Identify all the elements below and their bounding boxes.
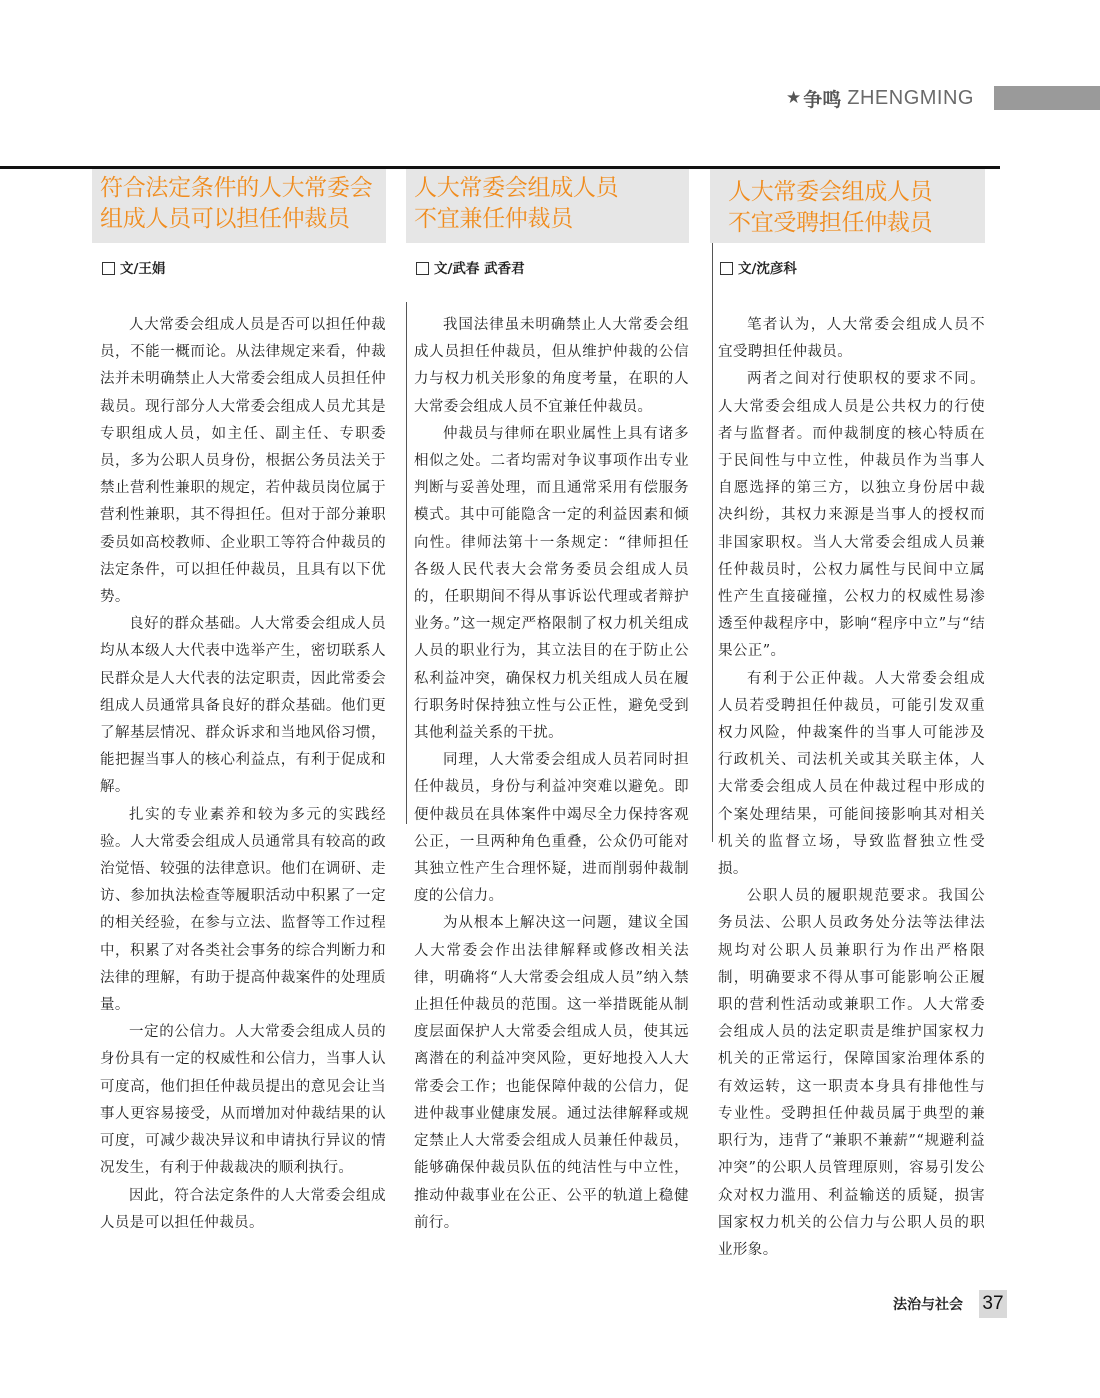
square-icon bbox=[416, 262, 429, 275]
square-icon bbox=[720, 262, 733, 275]
title-line: 符合法定条件的人大常委会 bbox=[100, 175, 373, 201]
article-column-2 bbox=[406, 169, 689, 1237]
paragraph: 有利于公正仲裁。人大常委会组成人员若受聘担任仲裁员，可能引发双重权力风险，仲裁案件的当事人可能涉及行政机关、司法机关或其关联主体，人大常委会组成人员在仲裁过程中形成的个案处理结果，可能间接影响其对相关机关的监督立场，导致监督独立性受损。 bbox=[718, 670, 985, 878]
magazine-name: 法治与社会 bbox=[893, 1297, 963, 1313]
title-line: 人大常委会组成人员 bbox=[414, 175, 619, 201]
page-number: 37 bbox=[979, 1290, 1007, 1318]
author: 文/沈彦科 bbox=[738, 261, 797, 277]
section-name-en: ZHENGMING bbox=[847, 86, 974, 109]
article-body bbox=[406, 312, 689, 1237]
title-line: 不宜受聘担任仲裁员 bbox=[728, 210, 933, 236]
paragraph: 同理，人大常委会组成人员若同时担任仲裁员，身份与利益冲突难以避免。即便仲裁员在具体案件中竭尽全力保持客观公正，一旦两种角色重叠，公众仍可能对其独立性产生合理怀疑，进而削弱仲裁制度的公信力。 bbox=[414, 752, 689, 905]
section-name-cn: 争鸣 bbox=[803, 88, 842, 111]
paragraph: 为从根本上解决这一问题，建议全国人大常委会作出法律解释或修改相关法律，明确将“人大常委会组成人员”纳入禁止担任仲裁员的范围。这一举措既能从制度层面保护人大常委会组成人员，使其远离潜在的利益冲突风险，更好地投入人大常委会工作；也能保障仲裁的公信力，促进仲裁事业健康发展。通过法律解释或规定禁止人大常委会组成人员兼任仲裁员，能够确保仲裁员队伍的纯洁性与中立性，推动仲裁事业在公正、公平的轨道上稳健前行。 bbox=[414, 915, 689, 1231]
article-title bbox=[406, 169, 689, 243]
author: 文/武春 武香君 bbox=[434, 261, 525, 277]
star-icon: ★ bbox=[786, 88, 802, 108]
article-column-1 bbox=[92, 169, 386, 1237]
article-body bbox=[710, 312, 985, 1264]
article-body bbox=[92, 312, 386, 1237]
article-column-3 bbox=[710, 169, 985, 1264]
section-bar bbox=[994, 86, 1100, 110]
paragraph: 公职人员的履职规范要求。我国公务员法、公职人员政务处分法等法律法规均对公职人员兼职行为作出严格限制，明确要求不得从事可能影响公正履职的营利性活动或兼职工作。人大常委会组成人员的法定职责是维护国家权力机关的正常运行，保障国家治理体系的有效运转，这一职责本身具有排他性与专业性。受聘担任仲裁员属于典型的兼职行为，违背了“兼职不兼薪”“规避利益冲突”的公职人员管理原则，容易引发公众对权力滥用、利益输送的质疑，损害国家权力机关的公信力与公职人员的职业形象。 bbox=[718, 888, 985, 1258]
section-header bbox=[786, 86, 974, 110]
paragraph: 一定的公信力。人大常委会组成人员的身份具有一定的权威性和公信力，当事人认可度高，他们担任仲裁员提出的意见会让当事人更容易接受，从而增加对仲裁结果的认可度，可减少裁决异议和申请执行异议的情况发生，有利于仲裁裁决的顺利执行。 bbox=[100, 1024, 386, 1177]
byline bbox=[406, 259, 689, 279]
title-line: 不宜兼任仲裁员 bbox=[414, 206, 573, 232]
byline bbox=[710, 259, 985, 279]
paragraph: 扎实的专业素养和较为多元的实践经验。人大常委会组成人员通常具有较高的政治觉悟、较强的法律意识。他们在调研、走访、参加执法检查等履职活动中积累了一定的相关经验，在参与立法、监督等工作过程中，积累了对各类社会事务的综合判断力和法律的理解，有助于提高仲裁案件的处理质量。 bbox=[100, 806, 386, 1014]
byline bbox=[92, 259, 386, 279]
paragraph: 两者之间对行使职权的要求不同。人大常委会组成人员是公共权力的行使者与监督者。而仲裁制度的核心特质在于民间性与中立性，仲裁员作为当事人自愿选择的第三方，以独立身份居中裁决纠纷，其权力来源是当事人的授权而非国家职权。当人大常委会组成人员兼任仲裁员时，公权力属性与民间中立属性产生直接碰撞，公权力的权威性易渗透至仲裁程序中，影响“程序中立”与“结果公正”。 bbox=[718, 371, 985, 660]
paragraph: 因此，符合法定条件的人大常委会组成人员是可以担任仲裁员。 bbox=[100, 1187, 386, 1231]
square-icon bbox=[102, 262, 115, 275]
page-footer bbox=[893, 1290, 1007, 1318]
paragraph: 良好的群众基础。人大常委会组成人员均从本级人大代表中选举产生，密切联系人民群众是人大代表的法定职责，因此常委会组成人员通常具备良好的群众基础。他们更了解基层情况、群众诉求和当地风俗习惯，能把握当事人的核心利益点，有利于促成和解。 bbox=[100, 616, 386, 796]
title-line: 人大常委会组成人员 bbox=[728, 179, 933, 205]
paragraph: 笔者认为，人大常委会组成人员不宜受聘担任仲裁员。 bbox=[718, 317, 985, 361]
paragraph: 仲裁员与律师在职业属性上具有诸多相似之处。二者均需对争议事项作出专业判断与妥善处理，而且通常采用有偿服务模式。其中可能隐含一定的利益因素和倾向性。律师法第十一条规定：“律师担任各级人民代表大会常务委员会组成人员的，任职期间不得从事诉讼代理或者辩护业务。”这一规定严格限制了权力机关组成人员的职业行为，其立法目的在于防止公私利益冲突，确保权力机关组成人员在履行职务时保持独立性与公正性，避免受到其他利益关系的干扰。 bbox=[414, 425, 689, 742]
title-line: 组成人员可以担任仲裁员 bbox=[100, 206, 350, 232]
paragraph: 我国法律虽未明确禁止人大常委会组成人员担任仲裁员，但从维护仲裁的公信力与权力机关形象的角度考量，在职的人大常委会组成人员不宜兼任仲裁员。 bbox=[414, 317, 689, 415]
article-title bbox=[710, 169, 985, 243]
paragraph: 人大常委会组成人员是否可以担任仲裁员，不能一概而论。从法律规定来看，仲裁法并未明确禁止人大常委会组成人员担任仲裁员。现行部分人大常委会组成人员尤其是专职组成人员，如主任、副主任、专职委员，多为公职人员身份，根据公务员法关于禁止营利性兼职的规定，若仲裁员岗位属于营利性兼职，其不得担任。但对于部分兼职委员如高校教师、企业职工等符合仲裁员的法定条件，可以担任仲裁员，且具有以下优势。 bbox=[100, 317, 386, 606]
author: 文/王娟 bbox=[120, 261, 166, 277]
article-title bbox=[92, 169, 386, 243]
